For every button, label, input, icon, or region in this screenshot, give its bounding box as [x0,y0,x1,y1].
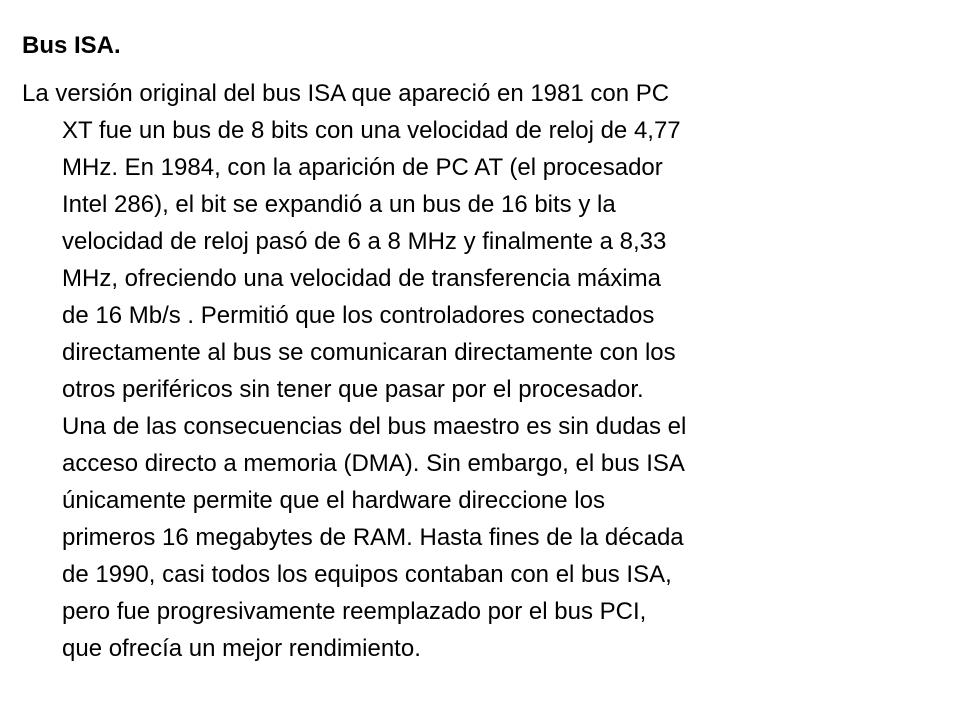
paragraph-line: de 16 Mb/s . Permitió que los controladores conectados [62,302,655,329]
paragraph-line: pero fue progresivamente reemplazado por el bus PCI, [62,598,647,625]
paragraph-line: La versión original del bus ISA que apareció en 1981 con PC [22,80,670,107]
paragraph-line: velocidad de reloj pasó de 6 a 8 MHz y finalmente a 8,33 [62,228,667,255]
paragraph-line: directamente al bus se comunicaran directamente con los [62,339,676,366]
paragraph-line: primeros 16 megabytes de RAM. Hasta fines de la década [62,524,684,551]
paragraph-line: MHz, ofreciendo una velocidad de transferencia máxima [62,265,661,292]
paragraph-line: de 1990, casi todos los equipos contaban con el bus ISA, [62,561,672,588]
slide-title [22,30,121,62]
paragraph-line: acceso directo a memoria (DMA). Sin embargo, el bus ISA [62,450,685,477]
paragraph-line: que ofrecía un mejor rendimiento. [62,635,421,662]
paragraph-line: otros periféricos sin tener que pasar por el procesador. [62,376,644,403]
slide-title-suffix: . [114,32,121,59]
paragraph-line: únicamente permite que el hardware direccione los [62,487,605,514]
paragraph-line: Una de las consecuencias del bus maestro es sin dudas el [62,413,687,440]
paragraph-line: XT fue un bus de 8 bits con una velocidad de reloj de 4,77 [62,117,681,144]
slide-paragraph [22,75,960,667]
paragraph-line: MHz. En 1984, con la aparición de PC AT (el procesador [62,154,663,181]
paragraph-line: Intel 286), el bit se expandió a un bus de 16 bits y la [62,191,616,218]
slide-title-bold: Bus ISA [22,32,115,59]
